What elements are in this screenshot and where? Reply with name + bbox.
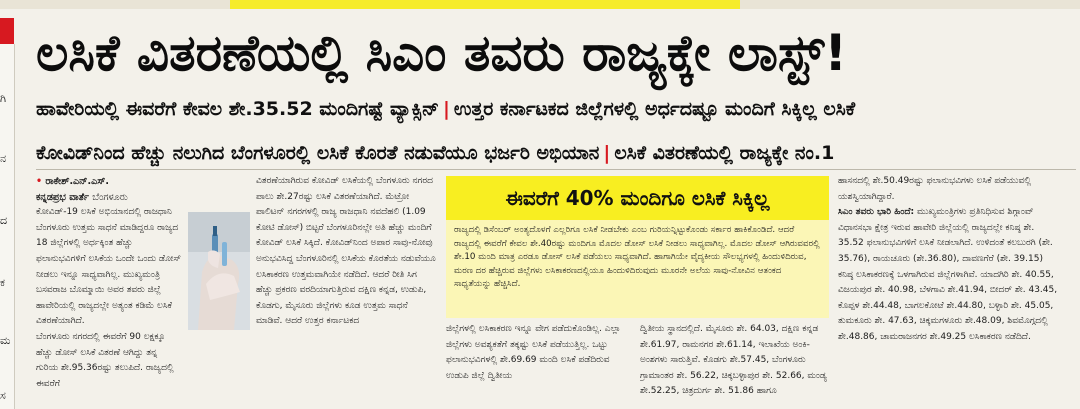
edge-char: ಸ <box>0 389 6 402</box>
section-marker <box>0 18 14 44</box>
paragraph: ಜಿಲ್ಲೆಗಳಲ್ಲಿ ಲಸಿಕಾಕರಣ ಇನ್ನೂ ವೇಗ ಪಡೆದುಕೊಂಡಿಲ್ಲ. ಎಲ್ಲಾ ಜಿಲ್ಲೆಗಳು ಅವಶ್ಯಕತೆಗೆ ತಕ್ಕಷ್ಟು ಲಸಿಕೆ ಪಡೆಯುತ್ತಿಲ್ಲ. ಒಟ್ಟು ಫಲಾನುಭವಿಗಳಲ್ಲಿ ಶೇ.69.69 ಮಂದಿ ಲಸಿಕೆ ಪಡೆದಿರುವ ಉಡುಪಿ ಜಿಲ್ಲೆ ದ್ವಿತೀಯ <box>446 324 621 381</box>
inline-subtitle: ಸಿಎಂ ತವರು ಭಾರಿ ಹಿಂದೆ: <box>838 207 915 218</box>
byline-author: ರಾಕೇಶ್.ಎನ್.ಎಸ್. <box>45 176 109 187</box>
subhead-line-2 <box>36 138 1066 168</box>
box-body <box>446 220 829 318</box>
edge-char: ಕ <box>0 276 5 289</box>
paragraph: ದ್ವಿತೀಯ ಸ್ಥಾನದಲ್ಲಿದೆ. ಮೈಸೂರು ಶೇ. 64.03, ದಕ್ಷಿಣ ಕನ್ನಡ ಶೇ.61.97, ರಾಮನಗರ ಶೇ.61.14, ಇಲಾಖೆಯ ಅಂಕಿ-ಅಂಶಗಳು ಸಾರುತ್ತಿವೆ. ಕೊಡಗು ಶೇ.57.45, ಬೆಂಗಳೂರು ಗ್ರಾಮಾಂತರ ಶೇ. 56.22, ಚಿಕ್ಕಬಳ್ಳಾಪುರ ಶೇ. 52.66, ಮಂಡ್ಯ ಶೇ.52.25, ಚಿತ್ರದುರ್ಗ ಶೇ. 51.86 ಹಾಗೂ <box>640 324 827 397</box>
vaccine-photo <box>188 212 250 330</box>
paragraph: ಸಿಎಂ ತವರು ಭಾರಿ ಹಿಂದೆ: ಮುಖ್ಯಮಂತ್ರಿಗಳು ಪ್ರತಿನಿಧಿಸುವ ಶಿಗ್ಗಾಂವ್ ವಿಧಾನಸಭಾ ಕ್ಷೇತ್ರ ಇರುವ ಹಾವೇರಿ ಜಿಲ್ಲೆಯಲ್ಲಿ ರಾಜ್ಯದಲ್ಲೇ ಕನಿಷ್ಠ ಶೇ. 35.52 ಫಲಾನುಭವಿಗಳಿಗೆ ಲಸಿಕೆ ನೀಡಲಾಗಿದೆ. ಉಳಿದಂತೆ ಕಲಬುರಗಿ (ಶೇ. 35.76), ರಾಯಚೂರು (ಶೇ.36.80), ದಾವಣಗೆರೆ (ಶೇ. 39.15) ಕನಿಷ್ಠ ಲಸಿಕಾಕರಣಕ್ಕೆ ಒಳಗಾಗಿರುವ ಜಿಲ್ಲೆಗಳಾಗಿವೆ. ಯಾದಗಿರಿ ಶೇ. 40.55, ವಿಜಯಪುರ ಶೇ. 40.98, ಬೆಳಗಾವಿ ಶೇ.41.94, ಬೀದರ್ ಶೇ. 43.45, ಕೊಪ್ಪಳ ಶೇ.44.48, ಬಾಗಲಕೋಟೆ ಶೇ.44.80, ಬಳ್ಳಾರಿ ಶೇ. 45.05, ತುಮಕೂರು ಶೇ. 47.63, ಚಿಕ್ಕಮಗಳೂರು ಶೇ.48.09, ಶಿವಮೊಗ್ಗದಲ್ಲಿ ಶೇ.48.86, ಚಾಮರಾಜನಗರ ಶೇ.49.25 ಲಸಿಕಾಕರಣ ನಡೆದಿದೆ. <box>838 207 1058 342</box>
paragraph: ಕೋವಿಡ್-19 ಲಸಿಕೆ ಅಭಿಯಾನದಲ್ಲಿ ರಾಜಧಾನಿ ಬೆಂಗಳೂರು ಉತ್ತಮ ಸಾಧನೆ ಮಾಡಿದ್ದರೂ ರಾಜ್ಯದ 18 ಜಿಲ್ಲೆಗಳಲ್ಲಿ ಅರ್ಧಕ್ಕಿಂತ ಹೆಚ್ಚು ಫಲಾನುಭವಿಗಳಿಗೆ ಲಸಿಕೆಯ ಒಂದೇ ಒಂದು ಡೋಸ್ ನೀಡಲು ಇನ್ನೂ ಸಾಧ್ಯವಾಗಿಲ್ಲ. ಮುಖ್ಯಮಂತ್ರಿ ಬಸವರಾಜ ಬೊಮ್ಮಾಯಿ ಅವರ ತವರು ಜಿಲ್ಲೆ ಹಾವೇರಿಯಲ್ಲಿ ರಾಜ್ಯದಲ್ಲೇ ಅತ್ಯಂತ ಕಡಿಮೆ ಲಸಿಕೆ ವಿತರಣೆಯಾಗಿದೆ. <box>36 207 182 327</box>
subhead-item: ಉತ್ತರ ಕರ್ನಾಟಕದ ಜಿಲ್ಲೆಗಳಲ್ಲಿ ಅರ್ಧದಷ್ಟೂ ಮಂದಿಗೆ ಸಿಕ್ಕಿಲ್ಲ ಲಸಿಕೆ <box>453 98 856 120</box>
edge-char: ಮ <box>0 334 11 347</box>
article-column-5 <box>838 174 1060 409</box>
subhead-item: ಕೋವಿಡ್‌ನಿಂದ ಹೆಚ್ಚು ನಲುಗಿದ ಬೆಂಗಳೂರಲ್ಲಿ ಲಸಿಕೆ ಕೊರತೆ ನಡುವೆಯೂ ಭರ್ಜರಿ ಅಭಿಯಾನ <box>36 142 600 164</box>
box-paragraph: ರಾಜ್ಯದಲ್ಲಿ ಡಿಸೆಂಬರ್ ಅಂತ್ಯದೊಳಗೆ ಎಲ್ಲರಿಗೂ ಲಸಿಕೆ ನೀಡಬೇಕು ಎಂಬ ಗುರಿಯನ್ನಿಟ್ಟುಕೊಂಡು ಸರ್ಕಾರ ಹಾಕಿಕೊಂಡಿದೆ. ಆದರೆ ರಾಜ್ಯದಲ್ಲಿ ಈವರೆಗೆ ಕೇವಲ ಶೇ.40ರಷ್ಟು ಮಂದಿಗೂ ಮೊದಲ ಡೋಸ್ ಲಸಿಕೆ ನೀಡಲು ಸಾಧ್ಯವಾಗಿಲ್ಲ. ಮೊದಲ ಡೋಸ್ ಆಗಿರುವವರಲ್ಲಿ ಶೇ.10 ಮಂದಿ ಮಾತ್ರ ಎರಡೂ ಡೋಸ್ ಲಸಿಕೆ ಪಡೆಯಲು ಸಾಧ್ಯವಾಗಿದೆ. ಹಾಗಾಗಿಯೇ ವೈದ್ಯಕೀಯ ಸೌಲಭ್ಯಗಳಲ್ಲಿ ಹಿಂದುಳಿದಿರುವ, ಮರಣ ದರ ಹೆಚ್ಚಿರುವ ಜಿಲ್ಲೆಗಳು ಲಸಿಕಾಕರಣದಲ್ಲಿಯೂ ಹಿಂದುಳಿದಿರುವುದು ಮೂರನೇ ಅಲೆಯ ಸಾವು-ನೋವಿನ ಆತಂಕದ ಸಾಧ್ಯತೆಯನ್ನು ಹೆಚ್ಚಿಸಿದೆ. <box>454 225 820 290</box>
byline-paper: ಕನ್ನಡಪ್ರಭ ವಾರ್ತೆ ಬೆಂಗಳೂರು <box>36 191 128 203</box>
subhead-separator: | <box>603 142 611 164</box>
divider <box>36 169 1076 170</box>
subhead-separator: | <box>442 98 450 120</box>
edge-char: ಗಿ <box>0 92 7 105</box>
edge-char: ನ <box>0 152 7 165</box>
paragraph: ಹಾಸನದಲ್ಲಿ ಶೇ.50.49ರಷ್ಟು ಫಲಾನುಭವಿಗಳು ಲಸಿಕೆ ಪಡೆಯುವಲ್ಲಿ ಯಶಸ್ವಿಯಾಗಿದ್ದಾರೆ. <box>838 176 1032 202</box>
article-column-4 <box>640 322 828 409</box>
subhead-line-1 <box>36 94 1066 124</box>
byline: • ರಾಕೇಶ್.ಎನ್.ಎಸ್. <box>36 176 109 187</box>
edge-char: ದ <box>0 214 8 227</box>
subhead-item: ಹಾವೇರಿಯಲ್ಲಿ ಈವರೆಗೆ ಕೇವಲ ಶೇ.35.52 ಮಂದಿಗಷ್ಟೆ ವ್ಯಾಕ್ಸಿನ್ <box>36 98 439 120</box>
adjacent-column-edge <box>0 44 15 409</box>
box-title: ಈವರೆಗೆ 40% ಮಂದಿಗೂ ಲಸಿಕೆ ಸಿಕ್ಕಿಲ್ಲ <box>446 176 829 220</box>
top-strip <box>0 0 1080 9</box>
article-column-1 <box>36 174 182 409</box>
article-column-2 <box>256 174 436 409</box>
subhead-item: ಲಸಿಕೆ ವಿತರಣೆಯಲ್ಲಿ ರಾಜ್ಯಕ್ಕೇ ನಂ.1 <box>614 142 835 164</box>
top-color-band <box>230 0 740 9</box>
headline: ಲಸಿಕೆ ವಿತರಣೆಯಲ್ಲಿ ಸಿಎಂ ತವರು ರಾಜ್ಯಕ್ಕೇ ಲಾಸ್ಟ್! <box>36 24 848 82</box>
paragraph: ವಿತರಣೆಯಾಗಿರುವ ಕೋವಿಡ್ ಲಸಿಕೆಯಲ್ಲಿ ಬೆಂಗಳೂರು ನಗರದ ಪಾಲು ಶೇ.27ರಷ್ಟು ಲಸಿಕೆ ವಿತರಣೆಯಾಗಿದೆ. ಮೆಟ್ರೋ ಪಾಲಿಟನ್ ನಗರಗಳಲ್ಲಿ ರಾಜ್ಯ ರಾಜಧಾನಿ ನವದೆಹಲಿ (1.09 ಕೋಟಿ ಡೋಸ್) ಬಿಟ್ಟರೆ ಬೆಂಗಳೂರಿನಲ್ಲೇ ಅತಿ ಹೆಚ್ಚು ಮಂದಿಗೆ ಕೋವಿಡ್ ಲಸಿಕೆ ಸಿಕ್ಕಿದೆ. ಕೋವಿಡ್‌ನಿಂದ ಅಪಾರ ಸಾವು-ನೋವು ಅನುಭವಿಸಿದ್ದ ಬೆಂಗಳೂರಿನಲ್ಲಿ ಲಸಿಕೆಯ ಕೊರತೆಯ ನಡುವೆಯೂ ಲಸಿಕಾಕರಣ ಉತ್ತಮವಾಗಿಯೇ ನಡೆದಿದೆ. ಆದರೆ ರೀತಿ ಸಿಗ ಹೆಚ್ಚು ಪ್ರಕರಣ ವರದಿಯಾಗುತ್ತಿರುವ ದಕ್ಷಿಣ ಕನ್ನಡ, ಉಡುಪಿ, ಕೊಡಗು, ಮೈಸೂರು ಜಿಲ್ಲೆಗಳು ಕೂಡ ಉತ್ತಮ ಸಾಧನೆ ಮಾಡಿವೆ. ಆದರೆ ಉತ್ತರ ಕರ್ನಾಟಕದ <box>256 176 436 327</box>
paragraph: ಬೆಂಗಳೂರು ನಗರದಲ್ಲಿ ಈವರೆಗೆ 90 ಲಕ್ಷಕ್ಕೂ ಹೆಚ್ಚು ಡೋಸ್ ಲಸಿಕೆ ವಿತರಣೆ ಆಗಿದ್ದು ತನ್ನ ಗುರಿಯ ಶೇ.95.36ರಷ್ಟು ತಲುಪಿದೆ. ರಾಜ್ಯದಲ್ಲಿ ಈವರೆಗೆ <box>36 331 174 389</box>
article-column-3 <box>446 322 632 409</box>
